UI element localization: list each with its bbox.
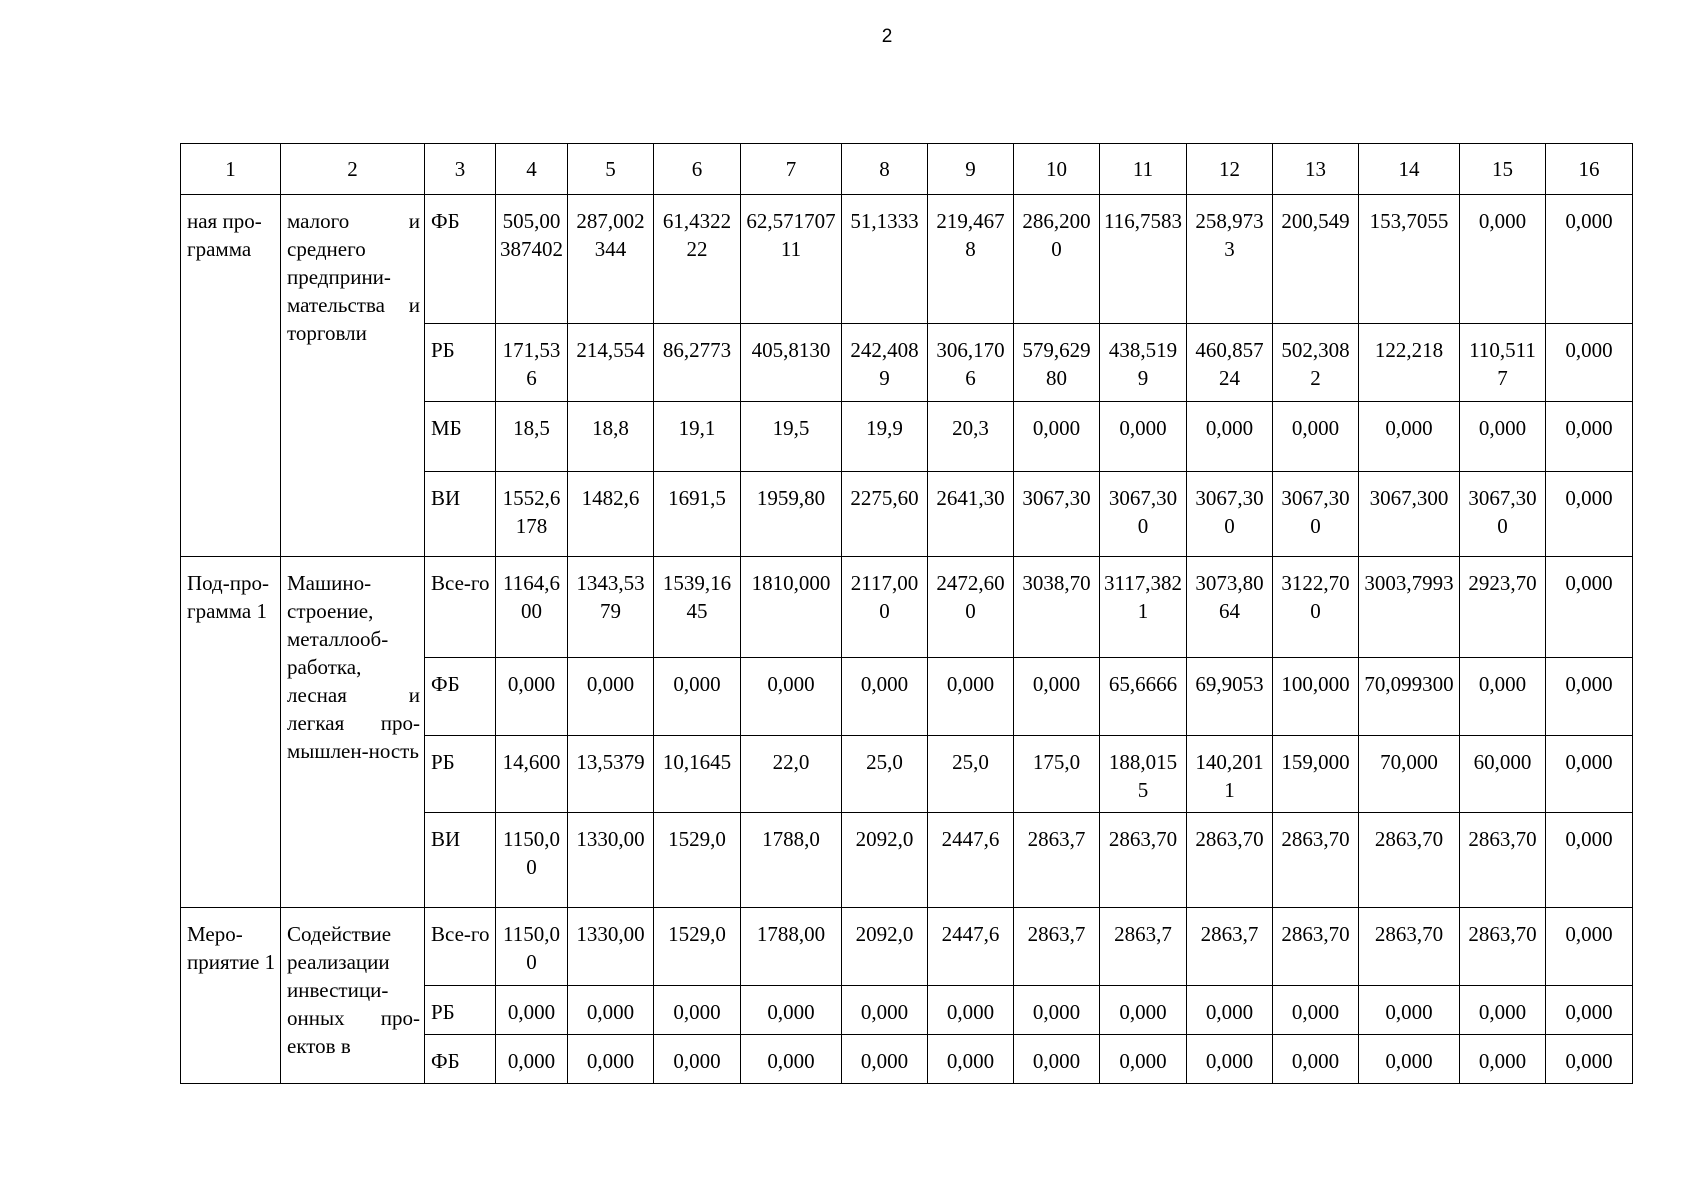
- value-cell: 175,0: [1014, 736, 1100, 813]
- value-cell: 460,85724: [1187, 324, 1273, 402]
- value-cell: 0,000: [928, 986, 1014, 1035]
- value-cell: 0,000: [1273, 1035, 1359, 1084]
- value-cell: 0,000: [1014, 1035, 1100, 1084]
- value-cell: 3067,30: [1014, 472, 1100, 557]
- funding-source-cell: ФБ: [425, 658, 496, 736]
- value-cell: 1150,00: [496, 813, 568, 908]
- value-cell: 0,000: [1014, 658, 1100, 736]
- funding-source-cell: МБ: [425, 402, 496, 472]
- value-cell: 19,9: [842, 402, 928, 472]
- value-cell: 0,000: [1460, 402, 1546, 472]
- value-cell: 0,000: [1460, 1035, 1546, 1084]
- table-row: [181, 195, 1633, 324]
- value-cell: 0,000: [1460, 986, 1546, 1035]
- value-cell: 0,000: [568, 1035, 654, 1084]
- value-cell: 0,000: [496, 658, 568, 736]
- header-cell: 6: [654, 144, 741, 195]
- value-cell: 25,0: [928, 736, 1014, 813]
- value-cell: 1343,5379: [568, 557, 654, 658]
- value-cell: 0,000: [1546, 1035, 1633, 1084]
- value-cell: 505,00387402: [496, 195, 568, 324]
- value-cell: 1810,000: [741, 557, 842, 658]
- funding-source-cell: ВИ: [425, 472, 496, 557]
- value-cell: 0,000: [1014, 986, 1100, 1035]
- value-cell: 1529,0: [654, 813, 741, 908]
- value-cell: 100,000: [1273, 658, 1359, 736]
- value-cell: 0,000: [654, 986, 741, 1035]
- table-row: [181, 908, 1633, 986]
- header-row: [181, 144, 1633, 195]
- value-cell: 0,000: [1546, 472, 1633, 557]
- value-cell: 18,5: [496, 402, 568, 472]
- value-cell: 579,62980: [1014, 324, 1100, 402]
- funding-source-cell: РБ: [425, 324, 496, 402]
- value-cell: 3067,300: [1100, 472, 1187, 557]
- program-type-cell: ная про-грамма: [181, 195, 281, 557]
- value-cell: 60,000: [1460, 736, 1546, 813]
- value-cell: 1164,600: [496, 557, 568, 658]
- value-cell: 1691,5: [654, 472, 741, 557]
- value-cell: 10,1645: [654, 736, 741, 813]
- value-cell: 2092,0: [842, 908, 928, 986]
- value-cell: 1482,6: [568, 472, 654, 557]
- value-cell: 0,000: [1273, 986, 1359, 1035]
- value-cell: 1539,1645: [654, 557, 741, 658]
- value-cell: 0,000: [568, 658, 654, 736]
- value-cell: 0,000: [496, 1035, 568, 1084]
- value-cell: 0,000: [1546, 986, 1633, 1035]
- program-name-cell: Содействие реализации инвестици-онных про-ектов в: [281, 908, 425, 1084]
- value-cell: 214,554: [568, 324, 654, 402]
- value-cell: 1330,00: [568, 813, 654, 908]
- value-cell: 70,099300: [1359, 658, 1460, 736]
- value-cell: 242,4089: [842, 324, 928, 402]
- value-cell: 0,000: [1546, 736, 1633, 813]
- value-cell: 1788,00: [741, 908, 842, 986]
- funding-source-cell: РБ: [425, 986, 496, 1035]
- value-cell: 0,000: [1187, 986, 1273, 1035]
- value-cell: 0,000: [568, 986, 654, 1035]
- value-cell: 0,000: [1546, 324, 1633, 402]
- value-cell: 3067,300: [1460, 472, 1546, 557]
- value-cell: 2447,6: [928, 813, 1014, 908]
- value-cell: 0,000: [842, 986, 928, 1035]
- value-cell: 2447,6: [928, 908, 1014, 986]
- value-cell: 287,002344: [568, 195, 654, 324]
- value-cell: 0,000: [496, 986, 568, 1035]
- program-name-cell: Машино-строение, металлооб-работка, лесная и легкая про-мышлен-ность: [281, 557, 425, 908]
- value-cell: 0,000: [1546, 402, 1633, 472]
- value-cell: 2641,30: [928, 472, 1014, 557]
- value-cell: 405,8130: [741, 324, 842, 402]
- budget-table: [180, 143, 1633, 1084]
- page-number: 2: [881, 26, 893, 47]
- table-row: [181, 557, 1633, 658]
- value-cell: 200,549: [1273, 195, 1359, 324]
- value-cell: 3067,300: [1187, 472, 1273, 557]
- value-cell: 3117,3821: [1100, 557, 1187, 658]
- header-cell: 10: [1014, 144, 1100, 195]
- value-cell: 0,000: [928, 1035, 1014, 1084]
- value-cell: 2863,70: [1359, 908, 1460, 986]
- value-cell: 2863,70: [1460, 813, 1546, 908]
- header-cell: 9: [928, 144, 1014, 195]
- value-cell: 0,000: [654, 1035, 741, 1084]
- header-cell: 13: [1273, 144, 1359, 195]
- value-cell: 3038,70: [1014, 557, 1100, 658]
- value-cell: 0,000: [1546, 195, 1633, 324]
- program-type-cell: Под-про-грамма 1: [181, 557, 281, 908]
- value-cell: 20,3: [928, 402, 1014, 472]
- value-cell: 153,7055: [1359, 195, 1460, 324]
- value-cell: 2472,600: [928, 557, 1014, 658]
- header-cell: 2: [281, 144, 425, 195]
- value-cell: 0,000: [1273, 402, 1359, 472]
- value-cell: 0,000: [1460, 658, 1546, 736]
- value-cell: 159,000: [1273, 736, 1359, 813]
- value-cell: 1330,00: [568, 908, 654, 986]
- header-cell: 14: [1359, 144, 1460, 195]
- value-cell: 2863,70: [1460, 908, 1546, 986]
- value-cell: 3067,300: [1273, 472, 1359, 557]
- value-cell: 70,000: [1359, 736, 1460, 813]
- value-cell: 2923,70: [1460, 557, 1546, 658]
- value-cell: 22,0: [741, 736, 842, 813]
- value-cell: 0,000: [1359, 1035, 1460, 1084]
- funding-source-cell: ФБ: [425, 195, 496, 324]
- value-cell: 306,1706: [928, 324, 1014, 402]
- header-cell: 5: [568, 144, 654, 195]
- value-cell: 0,000: [741, 986, 842, 1035]
- value-cell: 61,432222: [654, 195, 741, 324]
- value-cell: 110,5117: [1460, 324, 1546, 402]
- value-cell: 0,000: [1546, 908, 1633, 986]
- header-cell: 11: [1100, 144, 1187, 195]
- value-cell: 0,000: [741, 1035, 842, 1084]
- value-cell: 1788,0: [741, 813, 842, 908]
- header-cell: 12: [1187, 144, 1273, 195]
- value-cell: 0,000: [1014, 402, 1100, 472]
- value-cell: 3073,8064: [1187, 557, 1273, 658]
- value-cell: 3122,700: [1273, 557, 1359, 658]
- value-cell: 18,8: [568, 402, 654, 472]
- value-cell: 1150,00: [496, 908, 568, 986]
- value-cell: 2117,000: [842, 557, 928, 658]
- value-cell: 69,9053: [1187, 658, 1273, 736]
- value-cell: 438,5199: [1100, 324, 1187, 402]
- value-cell: 0,000: [1546, 557, 1633, 658]
- value-cell: 62,57170711: [741, 195, 842, 324]
- value-cell: 2092,0: [842, 813, 928, 908]
- value-cell: 86,2773: [654, 324, 741, 402]
- program-name-cell: малого и среднего предприни-мательства и торговли: [281, 195, 425, 557]
- value-cell: 25,0: [842, 736, 928, 813]
- value-cell: 0,000: [1359, 402, 1460, 472]
- value-cell: 13,5379: [568, 736, 654, 813]
- value-cell: 1959,80: [741, 472, 842, 557]
- header-cell: 3: [425, 144, 496, 195]
- funding-source-cell: РБ: [425, 736, 496, 813]
- value-cell: 0,000: [1359, 986, 1460, 1035]
- value-cell: 0,000: [1460, 195, 1546, 324]
- value-cell: 2275,60: [842, 472, 928, 557]
- program-type-cell: Меро-приятие 1: [181, 908, 281, 1084]
- value-cell: 140,2011: [1187, 736, 1273, 813]
- value-cell: 19,1: [654, 402, 741, 472]
- value-cell: 3067,300: [1359, 472, 1460, 557]
- value-cell: 286,2000: [1014, 195, 1100, 324]
- value-cell: 502,3082: [1273, 324, 1359, 402]
- value-cell: 1529,0: [654, 908, 741, 986]
- value-cell: 0,000: [1100, 402, 1187, 472]
- funding-source-cell: ВИ: [425, 813, 496, 908]
- value-cell: 0,000: [1546, 658, 1633, 736]
- value-cell: 1552,6178: [496, 472, 568, 557]
- value-cell: 65,6666: [1100, 658, 1187, 736]
- value-cell: 2863,70: [1100, 813, 1187, 908]
- value-cell: 0,000: [1100, 1035, 1187, 1084]
- value-cell: 122,218: [1359, 324, 1460, 402]
- value-cell: 2863,70: [1359, 813, 1460, 908]
- value-cell: 2863,7: [1187, 908, 1273, 986]
- header-cell: 16: [1546, 144, 1633, 195]
- value-cell: 0,000: [741, 658, 842, 736]
- value-cell: 14,600: [496, 736, 568, 813]
- value-cell: 0,000: [1187, 1035, 1273, 1084]
- value-cell: 0,000: [1187, 402, 1273, 472]
- header-cell: 15: [1460, 144, 1546, 195]
- value-cell: 0,000: [842, 1035, 928, 1084]
- value-cell: 0,000: [928, 658, 1014, 736]
- funding-source-cell: Все-го: [425, 557, 496, 658]
- value-cell: 0,000: [654, 658, 741, 736]
- header-cell: 8: [842, 144, 928, 195]
- value-cell: 2863,70: [1187, 813, 1273, 908]
- value-cell: 0,000: [842, 658, 928, 736]
- value-cell: 2863,70: [1273, 813, 1359, 908]
- value-cell: 3003,7993: [1359, 557, 1460, 658]
- value-cell: 2863,7: [1100, 908, 1187, 986]
- value-cell: 2863,7: [1014, 908, 1100, 986]
- funding-source-cell: ФБ: [425, 1035, 496, 1084]
- value-cell: 171,536: [496, 324, 568, 402]
- value-cell: 219,4678: [928, 195, 1014, 324]
- value-cell: 2863,70: [1273, 908, 1359, 986]
- value-cell: 19,5: [741, 402, 842, 472]
- value-cell: 51,1333: [842, 195, 928, 324]
- funding-source-cell: Все-го: [425, 908, 496, 986]
- value-cell: 2863,7: [1014, 813, 1100, 908]
- value-cell: 0,000: [1546, 813, 1633, 908]
- value-cell: 258,9733: [1187, 195, 1273, 324]
- header-cell: 7: [741, 144, 842, 195]
- value-cell: 0,000: [1100, 986, 1187, 1035]
- value-cell: 188,0155: [1100, 736, 1187, 813]
- value-cell: 116,7583: [1100, 195, 1187, 324]
- header-cell: 4: [496, 144, 568, 195]
- header-cell: 1: [181, 144, 281, 195]
